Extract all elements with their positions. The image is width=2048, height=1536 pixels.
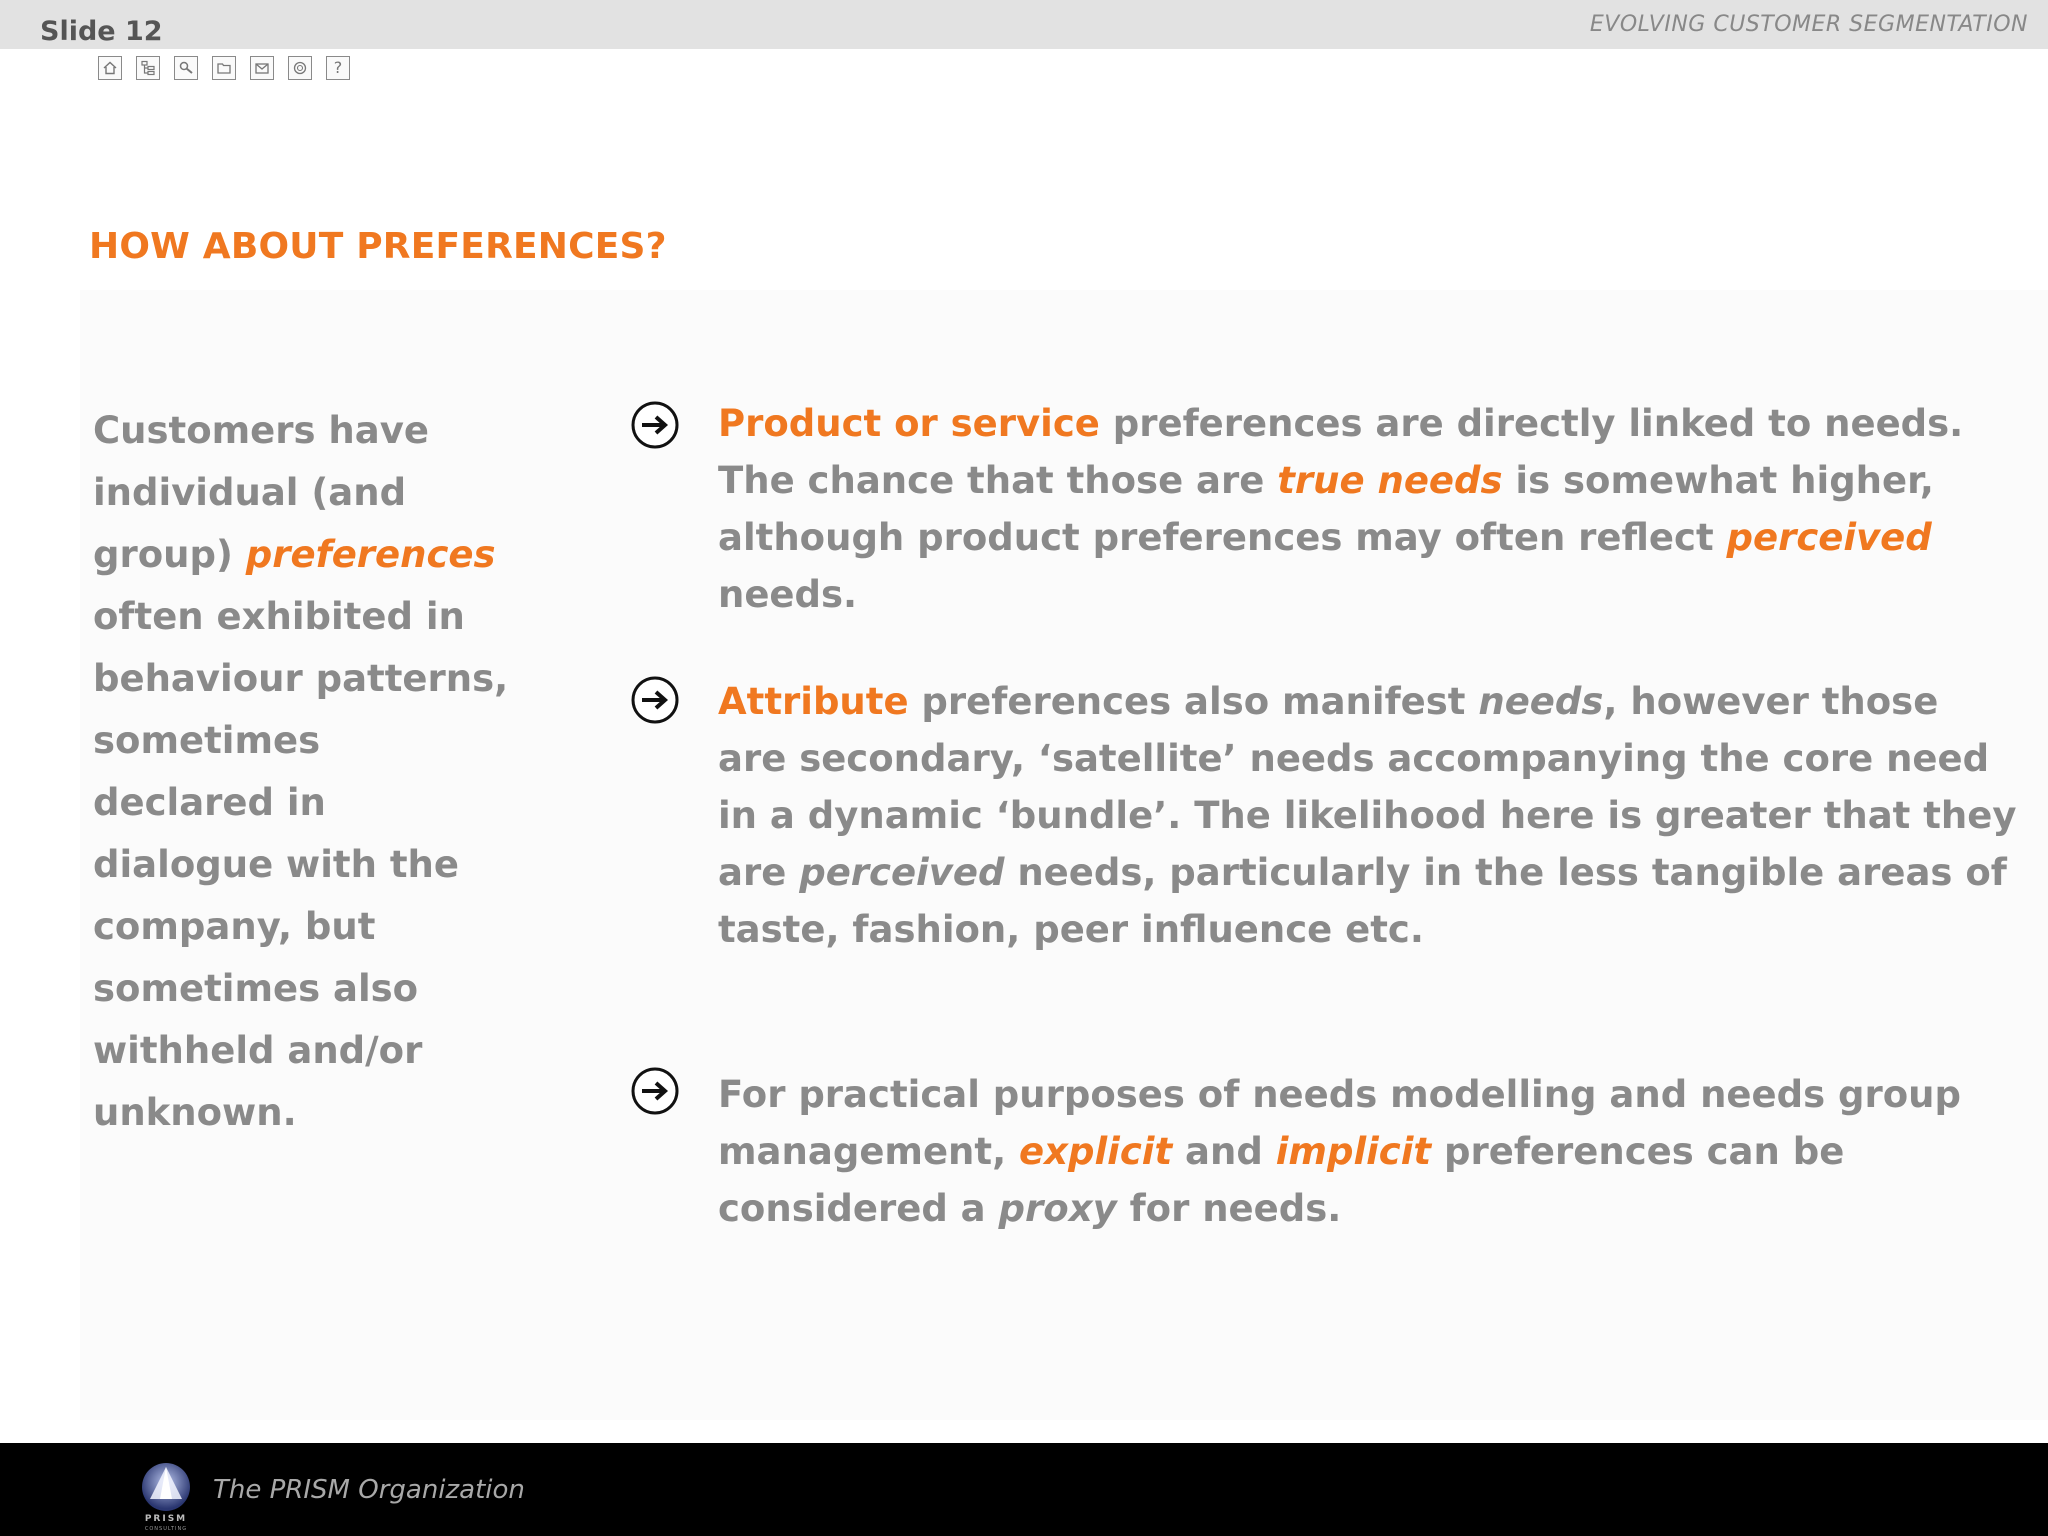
deck-title: EVOLVING CUSTOMER SEGMENTATION <box>1589 12 2028 37</box>
slide-number: Slide 12 <box>40 16 163 47</box>
bullet-text: for needs. <box>1116 1187 1342 1230</box>
bullet-text: For practical purposes of needs modelling and needs group management, <box>718 1073 1961 1173</box>
page-title: HOW ABOUT PREFERENCES? <box>89 226 667 267</box>
search-icon[interactable] <box>174 56 198 80</box>
bullet-highlight: implicit <box>1275 1130 1432 1173</box>
bullet-text: , however those are secondary, ‘satellite’ needs accompanying the core need in a dynamic ‘bundle’. The likelihood here is greater that they are <box>718 680 2017 894</box>
bullet-text: preferences are directly linked to needs. The chance that those are <box>718 402 1964 502</box>
intro-text-1: Customers have individual (and group) <box>93 409 429 576</box>
bullet-text: is somewhat higher, although product preferences may often reflect <box>718 459 1934 559</box>
intro-paragraph <box>93 400 513 1144</box>
bullet-text: preferences also manifest <box>908 680 1479 723</box>
bullet-text: needs. <box>718 573 858 616</box>
bullet-lead: Attribute <box>718 680 909 723</box>
footer-org-name: The PRISM Organization <box>213 1475 525 1505</box>
bullet-text: and <box>1172 1130 1276 1173</box>
folder-icon[interactable] <box>212 56 236 80</box>
help-glyph: ? <box>333 58 343 77</box>
arrow-circle-icon <box>630 1066 680 1116</box>
logo-text: PRISM <box>144 1514 188 1524</box>
prism-logo <box>138 1461 194 1533</box>
arrow-circle-icon <box>630 400 680 450</box>
intro-highlight: preferences <box>245 533 496 576</box>
arrow-circle-icon <box>630 675 680 725</box>
bullet-highlight: explicit <box>1019 1130 1173 1173</box>
bullet-italic: proxy <box>998 1187 1117 1230</box>
bullet-italic: perceived <box>799 851 1005 894</box>
bullet-italic: needs <box>1478 680 1604 723</box>
mail-icon[interactable] <box>250 56 274 80</box>
bullet-highlight: perceived <box>1726 516 1932 559</box>
intro-text-2: often exhibited in behaviour patterns, sometimes declared in dialogue with the company, but sometimes also withheld and/or unknown. <box>93 595 509 1134</box>
bullet-practical-purposes <box>718 1066 2018 1237</box>
bullet-product-preferences <box>718 395 2018 623</box>
nav-toolbar <box>98 56 350 80</box>
bullet-text: preferences can be considered a <box>718 1130 1845 1230</box>
help-icon[interactable] <box>326 56 350 80</box>
globe-icon[interactable] <box>288 56 312 80</box>
home-icon[interactable] <box>98 56 122 80</box>
bullet-highlight: true needs <box>1277 459 1503 502</box>
bullet-lead: Product or service <box>718 402 1100 445</box>
sitemap-icon[interactable] <box>136 56 160 80</box>
logo-subtext: CONSULTING <box>144 1526 188 1532</box>
bullet-attribute-preferences <box>718 673 2018 958</box>
bullet-text: needs, particularly in the less tangible areas of taste, fashion, peer influence etc. <box>718 851 2007 951</box>
